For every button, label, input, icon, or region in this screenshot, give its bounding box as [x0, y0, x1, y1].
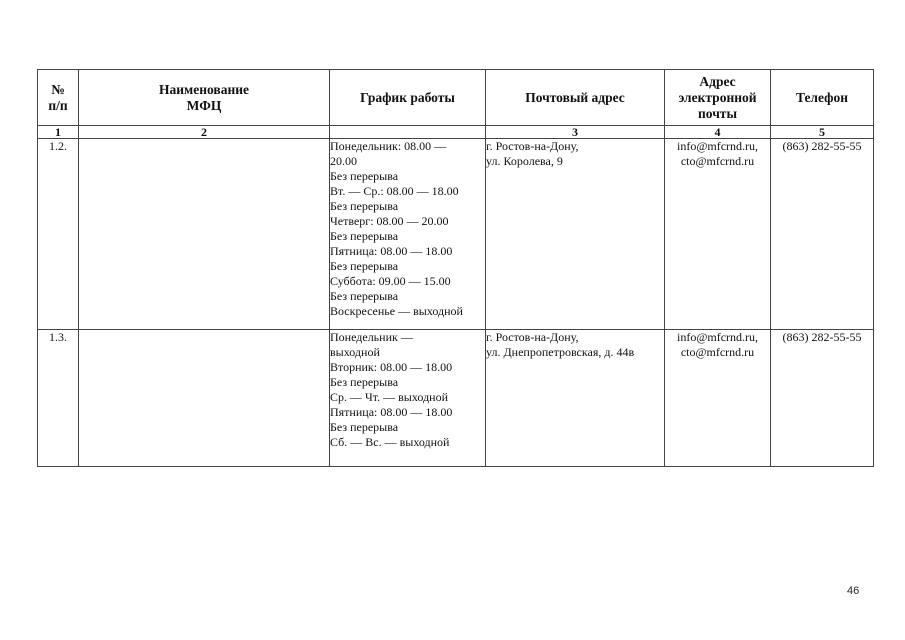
- schedule-line: Понедельник —: [330, 330, 413, 344]
- schedule-cell: [330, 139, 486, 330]
- email-line: info@mfcrnd.ru,: [676, 330, 759, 344]
- email-address: [665, 139, 771, 330]
- schedule-line: Понедельник: 08.00 —: [330, 139, 447, 153]
- schedule-line: Сб. — Вс. — выходной: [330, 435, 450, 449]
- header-phone-line: Телефон: [795, 89, 849, 105]
- col-number: 2: [79, 126, 330, 139]
- col-number: 5: [771, 126, 874, 139]
- row-number: 1.2.: [38, 139, 79, 330]
- col-number: 1: [38, 126, 79, 139]
- header-email-line: Адрес: [699, 73, 736, 89]
- header-no-line: №: [51, 81, 65, 97]
- header-email-line: почты: [698, 105, 737, 121]
- schedule-line: Суббота: 09.00 — 15.00: [330, 274, 451, 288]
- postal-line: ул. Днепропетровская, д. 44в: [486, 345, 635, 359]
- schedule-line: Пятница: 08.00 — 18.00: [330, 405, 453, 419]
- schedule-line: Без перерыва: [330, 259, 399, 273]
- page-number: 46: [847, 585, 860, 597]
- schedule-line: Без перерыва: [330, 229, 399, 243]
- postal-address: [486, 330, 665, 467]
- table-row: [38, 139, 874, 330]
- mfc-table: [37, 69, 874, 467]
- row-number: 1.3.: [38, 330, 79, 467]
- schedule-line: Без перерыва: [330, 375, 399, 389]
- schedule-line: Без перерыва: [330, 420, 399, 434]
- header-schedule-line: График работы: [360, 89, 455, 105]
- col-number: [330, 126, 486, 139]
- email-line: cto@mfcrnd.ru: [680, 345, 755, 359]
- postal-address: [486, 139, 665, 330]
- email-line: info@mfcrnd.ru,: [676, 139, 759, 153]
- schedule-line: Воскресенье — выходной: [330, 304, 463, 318]
- email-line: cto@mfcrnd.ru: [680, 154, 755, 168]
- schedule-line: 20.00: [330, 154, 357, 168]
- header-schedule: [330, 70, 486, 126]
- header-email: [665, 70, 771, 126]
- postal-line: г. Ростов-на-Дону,: [486, 139, 579, 153]
- schedule-line: Без перерыва: [330, 169, 399, 183]
- column-number-row: [38, 126, 874, 139]
- phone-number: (863) 282-55-55: [771, 139, 874, 330]
- schedule-line: Четверг: 08.00 — 20.00: [330, 214, 449, 228]
- header-row: [38, 70, 874, 126]
- header-name-line: Наименование: [159, 81, 249, 97]
- email-address: [665, 330, 771, 467]
- schedule-line: Без перерыва: [330, 199, 399, 213]
- schedule-line: Вторник: 08.00 — 18.00: [330, 360, 453, 374]
- schedule-line: выходной: [330, 345, 380, 359]
- header-postal: [486, 70, 665, 126]
- header-email-line: электронной: [678, 89, 757, 105]
- postal-line: ул. Королева, 9: [486, 154, 563, 168]
- schedule-line: Без перерыва: [330, 289, 399, 303]
- mfc-name: [79, 139, 330, 330]
- schedule-line: Вт. — Ср.: 08.00 — 18.00: [330, 184, 459, 198]
- header-name-line: МФЦ: [186, 97, 222, 113]
- header-no-line: п/п: [48, 97, 68, 113]
- header-postal-line: Почтовый адрес: [525, 89, 625, 105]
- phone-number: (863) 282-55-55: [771, 330, 874, 467]
- table-row: [38, 330, 874, 467]
- schedule-line: Пятница: 08.00 — 18.00: [330, 244, 453, 258]
- col-number: 3: [486, 126, 665, 139]
- schedule-cell: [330, 330, 486, 467]
- mfc-name: [79, 330, 330, 467]
- col-number: 4: [665, 126, 771, 139]
- postal-line: г. Ростов-на-Дону,: [486, 330, 579, 344]
- schedule-line: Ср. — Чт. — выходной: [330, 390, 449, 404]
- header-phone: [771, 70, 874, 126]
- header-no: [38, 70, 79, 126]
- header-name: [79, 70, 330, 126]
